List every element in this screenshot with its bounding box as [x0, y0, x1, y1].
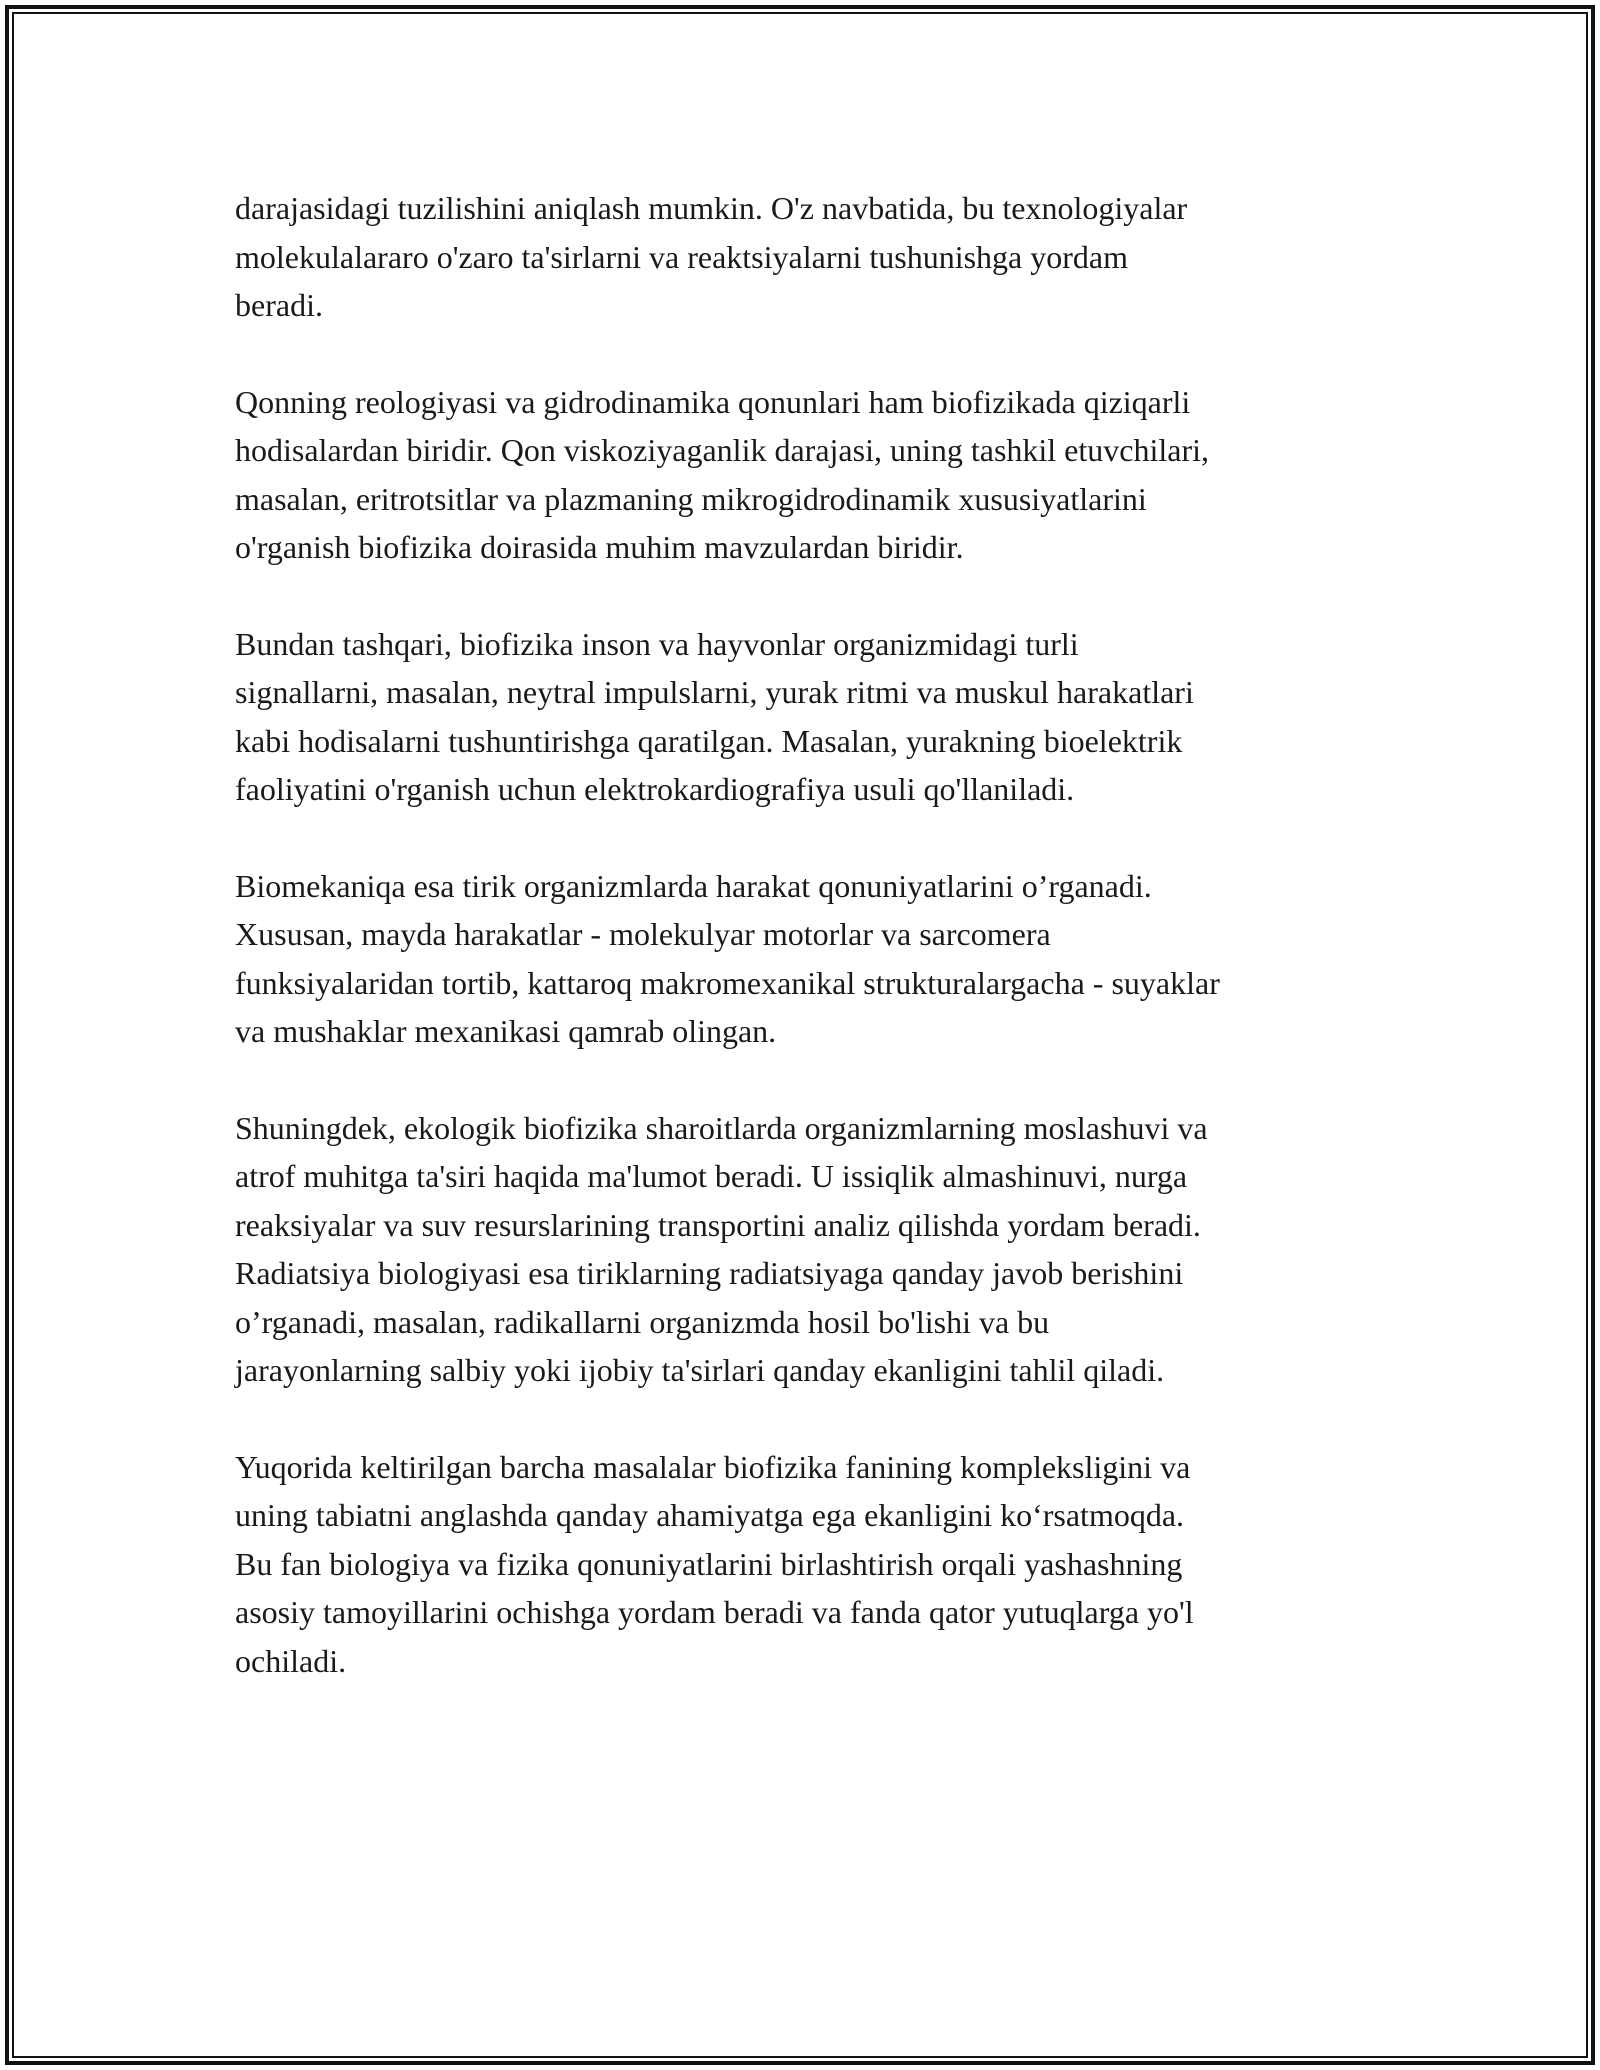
paragraph-5: Shuningdek, ekologik biofizika sharoitlarda organizmlarning moslashuvi va atrof muhitga ta'siri haqida ma'lumot beradi. U issiqlik almashinuvi, nurga reaksiyalar va suv resurslarining transportini analiz qilishda yordam beradi. Radiatsiya biologiyasi esa tiriklarning radiatsiyaga qanday javob berishini o’rganadi, masalan, radikallarni organizmda hosil bo'lishi va bu jarayonlarning salbiy yoki ijobiy ta'sirlari qanday ekanligini tahlil qiladi. — [235, 1109, 1208, 1388]
paragraph-3: Bundan tashqari, biofizika inson va hayvonlar organizmidagi turli signallarni, masalan, neytral impulslarni, yurak ritmi va muskul harakatlari kabi hodisalarni tushuntirishga qaratilgan. Masalan, yurakning bioelektrik faoliyatini o'rganish uchun elektrokardiografiya usuli qo'llaniladi. — [235, 625, 1194, 807]
paragraph-6: Yuqorida keltirilgan barcha masalalar biofizika fanining kompleksligini va uning tabiatni anglashda qanday ahamiyatga ega ekanligini ko‘rsatmoqda. Bu fan biologiya va fizika qonuniyatlarini birlashtirish orqali yashashning asosiy tamoyillarini ochishga yordam beradi va fanda qator yutuqlarga yo'l ochiladi. — [235, 1448, 1194, 1679]
paragraph-4: Biomekaniqa esa tirik organizmlarda harakat qonuniyatlarini o’rganadi. Xususan, mayda harakatlar - molekulyar motorlar va sarcomera funksiyalaridan tortib, kattaroq makromexanikal strukturalargacha - suyaklar va mushaklar mexanikasi qamrab olingan. — [235, 867, 1220, 1049]
paragraph-2: Qonning reologiyasi va gidrodinamika qonunlari ham biofizikada qiziqarli hodisalardan biridir. Qon viskoziyaganlik darajasi, uning tashkil etuvchilari, masalan, eritrotsitlar va plazmaning mikrogidrodinamik xususiyatlarini o'rganish biofizika doirasida muhim mavzulardan biridir. — [235, 383, 1209, 565]
page-body — [235, 184, 1375, 1733]
paragraph-1: darajasidagi tuzilishini aniqlash mumkin. O'z navbatida, bu texnologiyalar molekulalararo o'zaro ta'sirlarni va reaktsiyalarni tushunishga yordam beradi. — [235, 190, 1188, 323]
